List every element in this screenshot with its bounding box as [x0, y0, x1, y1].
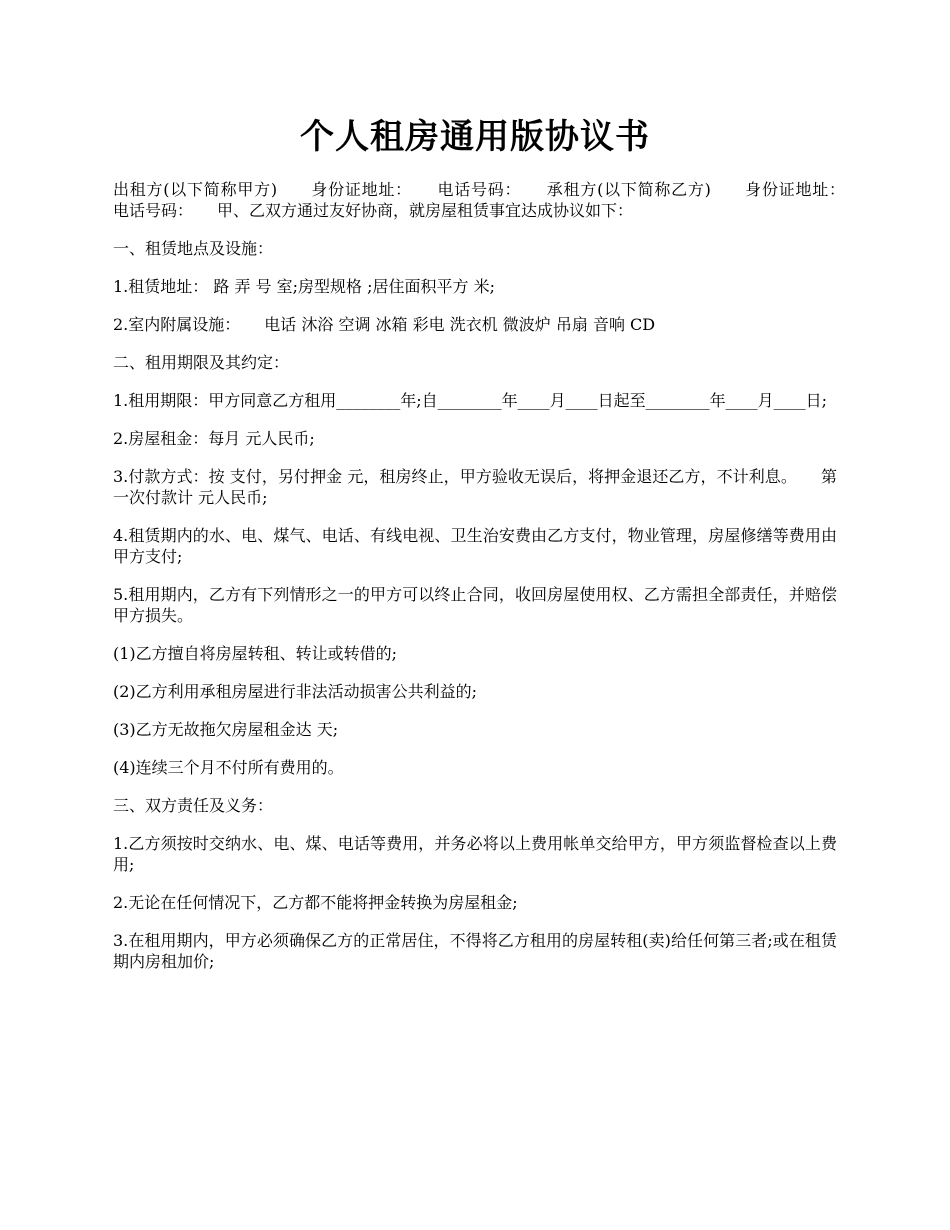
paragraph-rental-period: 1.租用期限：甲方同意乙方租用________年;自________年____月____日起至________年____月____日;	[113, 391, 828, 410]
section-heading-term: 二、租用期限及其约定：	[113, 353, 290, 372]
document-title: 个人租房通用版协议书	[300, 117, 650, 157]
list-item-termination-2: (2)乙方利用承租房屋进行非法活动损害公共利益的;	[113, 682, 478, 701]
list-item-termination-4: (4)连续三个月不付所有费用的。	[113, 758, 344, 777]
paragraph-rental-address: 1.租赁地址： 路 弄 号 室;房型规格 ;居住面积平方 米;	[113, 277, 495, 296]
document-body	[113, 179, 870, 972]
list-item-termination-3: (3)乙方无故拖欠房屋租金达 天;	[113, 720, 339, 739]
list-item-termination-1: (1)乙方擅自将房屋转租、转让或转借的;	[113, 644, 398, 663]
paragraph-utilities: 4.租赁期内的水、电、煤气、电话、有线电视、卫生治安费由乙方支付，物业管理，房屋修缮等费用由甲方支付;	[113, 526, 837, 566]
document-page	[113, 0, 870, 989]
section-heading-obligations: 三、双方责任及义务：	[113, 796, 274, 815]
paragraph-rent: 2.房屋租金：每月 元人民币;	[113, 429, 315, 448]
paragraph-termination: 5.租用期内，乙方有下列情形之一的甲方可以终止合同，收回房屋使用权、乙方需担全部责任，并赔偿甲方损失。	[113, 585, 837, 625]
paragraph-parties: 出租方(以下简称甲方) 身份证地址： 电话号码： 承租方(以下简称乙方) 身份证地址： 电话号码： 甲、乙双方通过友好协商，就房屋租赁事宜达成协议如下：	[113, 180, 870, 220]
paragraph-facilities: 2.室内附属设施： 电话 沐浴 空调 冰箱 彩电 洗衣机 微波炉 吊扇 音响 CD	[113, 315, 656, 334]
paragraph-obligation-3: 3.在租用期内，甲方必须确保乙方的正常居住，不得将乙方租用的房屋转租(卖)给任何第三者;或在租赁期内房租加价;	[113, 931, 837, 971]
section-heading-location: 一、租赁地点及设施：	[113, 239, 274, 258]
paragraph-obligation-1: 1.乙方须按时交纳水、电、煤、电话等费用，并务必将以上费用帐单交给甲方，甲方须监督检查以上费用;	[113, 834, 837, 874]
paragraph-payment: 3.付款方式：按 支付，另付押金 元，租房终止，甲方验收无误后，将押金退还乙方，不计利息。 第一次付款计 元人民币;	[113, 467, 837, 507]
paragraph-obligation-2: 2.无论在任何情况下，乙方都不能将押金转换为房屋租金;	[113, 893, 518, 912]
